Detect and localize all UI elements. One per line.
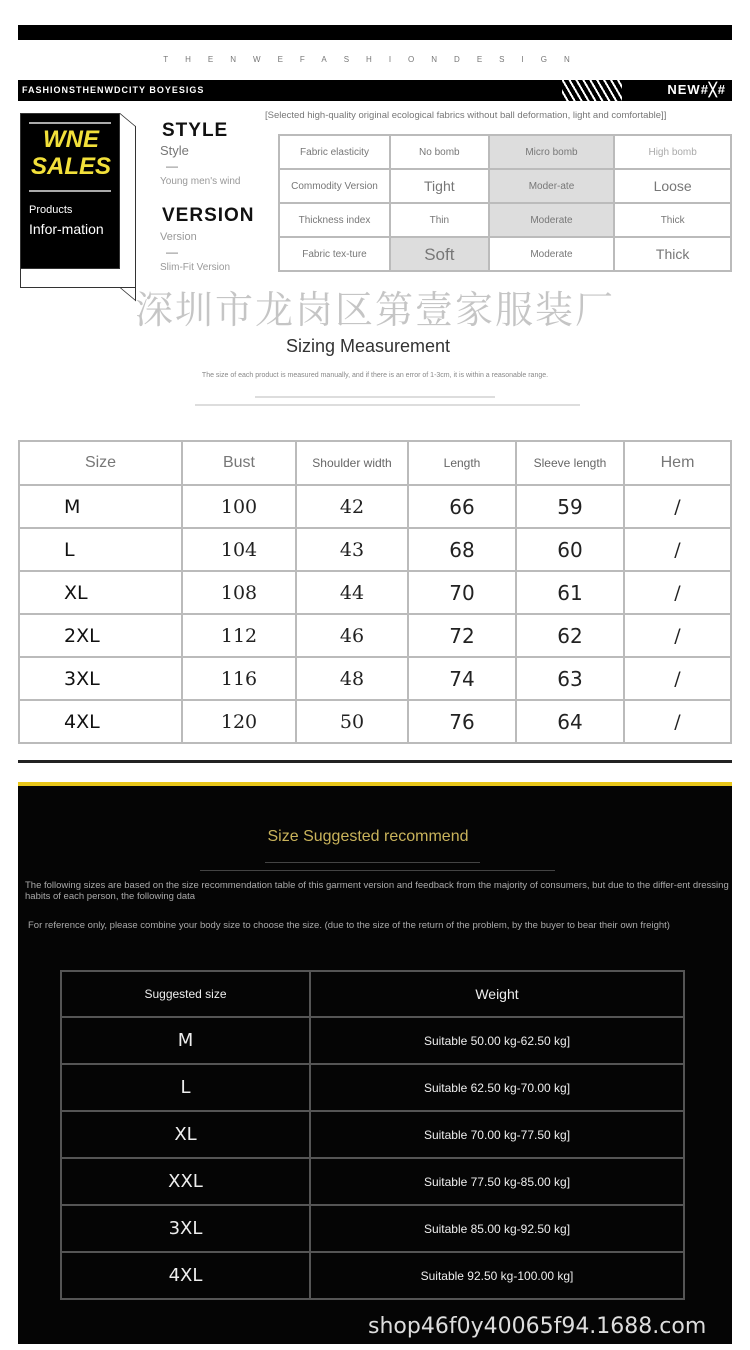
option: Thick xyxy=(614,203,731,237)
table-cell: / xyxy=(624,485,731,528)
recommend-title: Size Suggested recommend xyxy=(267,828,469,845)
version-value: Slim-Fit Version xyxy=(160,262,231,273)
table-row xyxy=(19,700,731,743)
table-cell: 2XL xyxy=(19,614,182,657)
dash: — xyxy=(166,245,178,259)
table-cell: Suitable 77.50 kg-85.00 kg] xyxy=(310,1158,684,1205)
product-book-graphic xyxy=(20,113,120,269)
table-row xyxy=(279,135,731,169)
table-cell: / xyxy=(624,657,731,700)
row-label: Commodity Version xyxy=(279,169,390,203)
row-label: Fabric elasticity xyxy=(279,135,390,169)
table-cell: 76 xyxy=(408,700,516,743)
recommend-para-1: The following sizes are based on the size recommendation table of this garment version and feedback from the majority of consumers, but due to the differ-ent dressing habits of each person, the following data xyxy=(25,880,729,902)
col-header: Weight xyxy=(310,971,684,1017)
col-header: Size xyxy=(19,441,182,485)
option: Thin xyxy=(390,203,489,237)
option-selected: Moderate xyxy=(489,203,615,237)
option: Thick xyxy=(614,237,731,271)
table-cell: M xyxy=(61,1017,310,1064)
table-cell: 59 xyxy=(516,485,624,528)
style-sub: Style xyxy=(160,143,189,158)
table-cell: 100 xyxy=(182,485,296,528)
table-row xyxy=(19,657,731,700)
table-row xyxy=(61,1252,684,1299)
table-cell: 116 xyxy=(182,657,296,700)
table-row xyxy=(61,1064,684,1111)
sizing-note: The size of each product is measured manually, and if there is an error of 1-3cm, it is within a reasonable range. xyxy=(201,372,549,379)
table-cell: Suitable 92.50 kg-100.00 kg] xyxy=(310,1252,684,1299)
col-header: Sleeve length xyxy=(516,441,624,485)
col-header: Hem xyxy=(624,441,731,485)
table-cell: 3XL xyxy=(19,657,182,700)
fabric-table xyxy=(278,134,732,272)
table-header xyxy=(61,971,684,1017)
table-cell: 63 xyxy=(516,657,624,700)
table-cell: 108 xyxy=(182,571,296,614)
table-cell: 60 xyxy=(516,528,624,571)
recommend-para-2: For reference only, please combine your body size to choose the size. (due to the size of the return of the problem, by the buyer to bear their own freight) xyxy=(28,920,670,931)
watermark: 深圳市龙岗区第壹家服装厂 xyxy=(134,288,615,332)
table-cell: L xyxy=(19,528,182,571)
size-table xyxy=(18,440,732,744)
table-row xyxy=(19,571,731,614)
sizing-title: Sizing Measurement xyxy=(285,336,451,356)
recommend-table xyxy=(60,970,685,1300)
table-cell: 68 xyxy=(408,528,516,571)
table-row xyxy=(61,1205,684,1252)
table-cell: 43 xyxy=(296,528,408,571)
option-selected: Soft xyxy=(390,237,489,271)
table-cell: 44 xyxy=(296,571,408,614)
book-products: Products xyxy=(29,204,73,216)
table-row xyxy=(279,169,731,203)
option: Loose xyxy=(614,169,731,203)
col-header: Bust xyxy=(182,441,296,485)
table-cell: 66 xyxy=(408,485,516,528)
table-cell: Suitable 50.00 kg-62.50 kg] xyxy=(310,1017,684,1064)
table-cell: 120 xyxy=(182,700,296,743)
table-cell: XL xyxy=(19,571,182,614)
table-cell: 61 xyxy=(516,571,624,614)
table-cell: 62 xyxy=(516,614,624,657)
table-cell: 4XL xyxy=(61,1252,310,1299)
table-cell: Suitable 62.50 kg-70.00 kg] xyxy=(310,1064,684,1111)
shop-url-watermark: shop46f0y40065f94.1688.com xyxy=(368,1314,707,1339)
banner xyxy=(18,80,732,101)
table-row xyxy=(19,485,731,528)
table-cell: 50 xyxy=(296,700,408,743)
table-row xyxy=(279,203,731,237)
top-bar xyxy=(18,25,732,40)
style-value: Young men's wind xyxy=(160,176,241,187)
table-cell: 112 xyxy=(182,614,296,657)
table-cell: 70 xyxy=(408,571,516,614)
table-cell: 64 xyxy=(516,700,624,743)
table-cell: XXL xyxy=(61,1158,310,1205)
fabric-note: [Selected high-quality original ecological fabrics without ball deformation, light and comfortable]] xyxy=(265,110,667,121)
table-cell: L xyxy=(61,1064,310,1111)
table-cell: 4XL xyxy=(19,700,182,743)
sales-logo: WNE SALES xyxy=(30,126,111,180)
option: Tight xyxy=(390,169,489,203)
option-selected: Moder-ate xyxy=(489,169,615,203)
book-info: Infor-mation xyxy=(29,221,104,237)
col-header: Length xyxy=(408,441,516,485)
table-cell: M xyxy=(19,485,182,528)
option: No bomb xyxy=(390,135,489,169)
col-header: Suggested size xyxy=(61,971,310,1017)
table-row xyxy=(19,528,731,571)
table-row xyxy=(61,1111,684,1158)
table-cell: / xyxy=(624,571,731,614)
divider xyxy=(18,760,732,763)
version-heading: VERSION xyxy=(162,205,255,226)
table-cell: 48 xyxy=(296,657,408,700)
option-selected: Micro bomb xyxy=(489,135,615,169)
table-row xyxy=(61,1158,684,1205)
table-cell: 46 xyxy=(296,614,408,657)
row-label: Fabric tex-ture xyxy=(279,237,390,271)
stripes-decoration xyxy=(562,80,622,101)
table-cell: 74 xyxy=(408,657,516,700)
row-label: Thickness index xyxy=(279,203,390,237)
book-bottom xyxy=(20,269,136,288)
table-cell: Suitable 70.00 kg-77.50 kg] xyxy=(310,1111,684,1158)
table-row xyxy=(19,614,731,657)
table-header xyxy=(19,441,731,485)
table-cell: / xyxy=(624,528,731,571)
option: Moderate xyxy=(489,237,615,271)
table-cell: XL xyxy=(61,1111,310,1158)
table-cell: / xyxy=(624,700,731,743)
table-cell: 3XL xyxy=(61,1205,310,1252)
table-cell: 72 xyxy=(408,614,516,657)
tagline: THENWEFASHIONDESIGN xyxy=(163,55,587,64)
option: High bomb xyxy=(614,135,731,169)
col-header: Shoulder width xyxy=(296,441,408,485)
version-sub: Version xyxy=(160,231,197,243)
table-cell: 104 xyxy=(182,528,296,571)
table-row xyxy=(279,237,731,271)
table-cell: Suitable 85.00 kg-92.50 kg] xyxy=(310,1205,684,1252)
table-cell: / xyxy=(624,614,731,657)
style-heading: STYLE xyxy=(162,120,229,141)
table-row xyxy=(61,1017,684,1064)
dash: — xyxy=(166,159,178,173)
banner-new-label: NEW#╳# xyxy=(667,82,726,97)
table-cell: 42 xyxy=(296,485,408,528)
banner-text: FASHIONSTHENWDCITY BOYESIGS xyxy=(22,85,205,95)
